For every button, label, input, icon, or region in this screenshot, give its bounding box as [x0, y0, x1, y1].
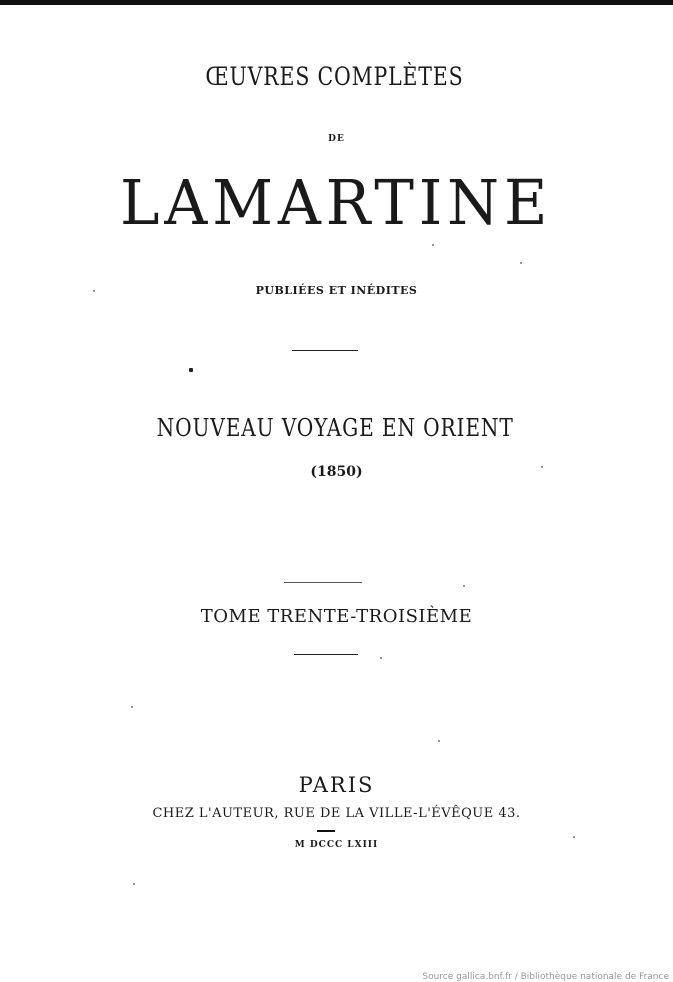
rule-2 [284, 582, 362, 583]
de-label: DE [328, 134, 345, 144]
ink-speck [189, 368, 193, 372]
paper-speck [438, 740, 440, 742]
volume-label: TOME TRENTE-TROISIÈME [200, 606, 473, 627]
year: (1850) [310, 464, 363, 480]
publisher-address: CHEZ L'AUTEUR, RUE DE LA VILLE-L'ÉVÊQUE 43. [152, 806, 521, 821]
publication-date: M DCCC LXIII [294, 840, 379, 850]
source-credit: Source gallica.bnf.fr / Bibliothèque nationale de France [422, 972, 669, 982]
paper-speck [380, 657, 382, 659]
rule-3 [294, 654, 358, 655]
paper-speck [93, 290, 95, 292]
author-name: LAMARTINE [120, 166, 553, 239]
work-title: NOUVEAU VOYAGE EN ORIENT [156, 414, 514, 442]
paper-speck [573, 836, 575, 838]
paper-speck [432, 244, 434, 246]
subtitle: PUBLIÉES ET INÉDITES [255, 284, 418, 297]
paper-speck [463, 585, 465, 587]
city: PARIS [298, 773, 375, 797]
paper-speck [520, 262, 522, 264]
series-title: ŒUVRES COMPLÈTES [205, 62, 464, 91]
paper-speck [541, 466, 543, 468]
rule-1 [292, 350, 358, 351]
paper-speck [131, 706, 133, 708]
rule-4 [317, 830, 335, 832]
paper-speck [133, 883, 135, 885]
top-border [0, 0, 673, 5]
